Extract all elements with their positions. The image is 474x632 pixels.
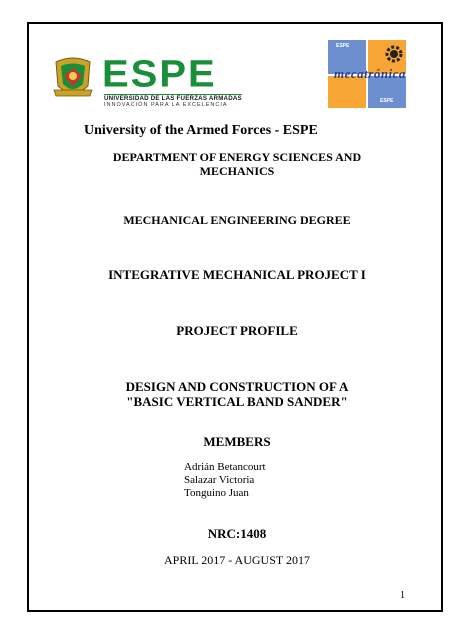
nrc-code: NRC:1408 <box>207 526 267 541</box>
mecatronica-logo <box>328 40 408 108</box>
mecatronica-word: mecatrónica <box>334 66 406 81</box>
university-crest-icon <box>52 56 94 100</box>
page-number: 1 <box>400 590 405 601</box>
department-line-2: MECHANICS <box>199 164 275 178</box>
title-line-1: DESIGN AND CONSTRUCTION OF A <box>125 379 349 394</box>
title-line-2: "BASIC VERTICAL BAND SANDER" <box>126 394 348 409</box>
academic-period: APRIL 2017 - AUGUST 2017 <box>163 553 310 567</box>
member-name: Tonguino Juan <box>184 487 249 499</box>
degree-name: MECHANICAL ENGINEERING DEGREE <box>123 213 351 227</box>
espe-motto-line: INNOVACIÓN PARA LA EXCELENCIA <box>104 102 228 108</box>
members-heading: MEMBERS <box>203 434 271 449</box>
page-border <box>27 22 443 612</box>
member-name: Adrián Betancourt <box>184 461 266 473</box>
project-profile-heading: PROJECT PROFILE <box>176 323 298 338</box>
logo-tag-bottom: ESPE <box>380 98 394 104</box>
university-name: University of the Armed Forces - ESPE <box>84 123 318 138</box>
espe-university-line: UNIVERSIDAD DE LAS FUERZAS ARMADAS <box>104 95 242 102</box>
department-line-1: DEPARTMENT OF ENERGY SCIENCES AND <box>112 150 362 164</box>
project-name: INTEGRATIVE MECHANICAL PROJECT I <box>108 267 366 282</box>
gear-icon <box>382 42 406 66</box>
espe-logo <box>52 53 252 108</box>
member-name: Salazar Victoria <box>184 474 255 486</box>
logo-tag-top: ESPE <box>336 43 350 49</box>
espe-wordmark: ESPE <box>102 53 217 95</box>
